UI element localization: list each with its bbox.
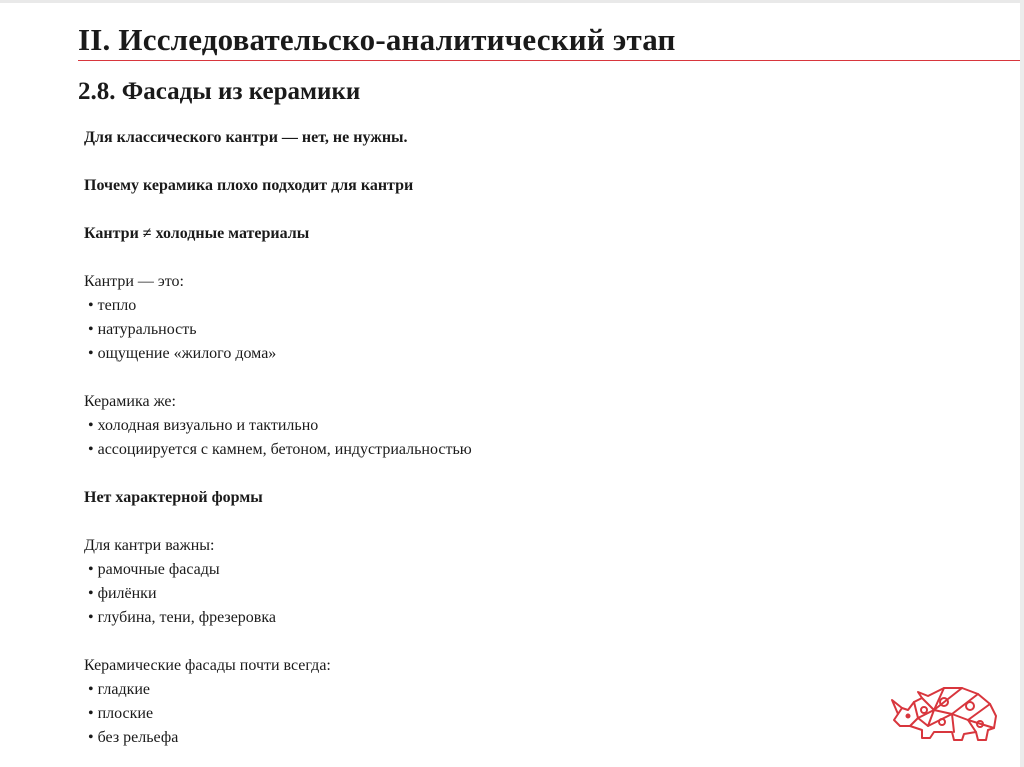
country-needs-lead: Для кантри важны: bbox=[84, 537, 215, 554]
list-item: • глубина, тени, фрезеровка bbox=[88, 609, 276, 626]
slide-subtitle: 2.8. Фасады из керамики bbox=[78, 78, 361, 105]
slide-body bbox=[84, 126, 804, 750]
intro-line: Для классического кантри — нет, не нужны. bbox=[84, 129, 408, 146]
ceramics-lead: Керамика же: bbox=[84, 393, 176, 410]
list-item: • без рельефа bbox=[88, 729, 179, 746]
top-border bbox=[0, 0, 1024, 3]
list-item: • натуральность bbox=[88, 321, 197, 338]
list-item: • плоские bbox=[88, 705, 154, 722]
country-is-lead: Кантри — это: bbox=[84, 273, 184, 290]
rhino-logo-icon bbox=[888, 680, 1002, 744]
list-item: • гладкие bbox=[88, 681, 151, 698]
list-item: • рамочные фасады bbox=[88, 561, 220, 578]
list-item: • филёнки bbox=[88, 585, 157, 602]
slide-title: II. Исследовательско-аналитический этап bbox=[78, 22, 676, 57]
list-item: • холодная визуально и тактильно bbox=[88, 417, 319, 434]
contrast-heading: Кантри ≠ холодные материалы bbox=[84, 225, 310, 242]
list-item: • ассоциируется с камнем, бетоном, индустриальностью bbox=[88, 441, 472, 458]
list-item: • ощущение «жилого дома» bbox=[88, 345, 277, 362]
list-item: • тепло bbox=[88, 297, 137, 314]
no-form-heading: Нет характерной формы bbox=[84, 489, 263, 506]
title-underline bbox=[78, 60, 1020, 61]
ceramic-facades-lead: Керамические фасады почти всегда: bbox=[84, 657, 331, 674]
reason-heading: Почему керамика плохо подходит для кантри bbox=[84, 177, 414, 194]
right-border bbox=[1020, 0, 1024, 767]
